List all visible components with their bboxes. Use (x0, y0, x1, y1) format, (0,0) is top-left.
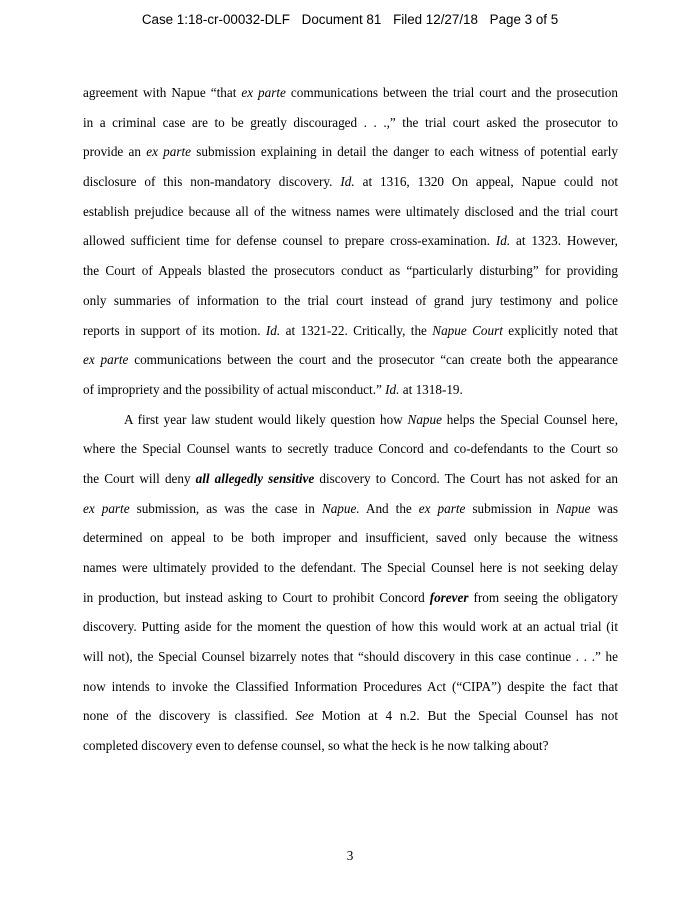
text-line (83, 256, 618, 286)
text-run: communications between the trial court and the prosecution (285, 85, 618, 100)
document-number: Document 81 (301, 12, 382, 27)
bold-italic-text: forever (429, 589, 469, 605)
text-line (83, 553, 618, 583)
text-line (83, 197, 618, 227)
text-line (83, 316, 618, 346)
text-run: explicitly noted that (502, 322, 618, 338)
text-run: reports in support of its motion. (83, 322, 266, 338)
text-line (83, 375, 618, 405)
text-run: at 1321-22. Critically, the (280, 322, 433, 338)
italic-text: See (295, 708, 314, 724)
text-run: in production, but instead asking to Court to prohibit Concord (83, 589, 430, 605)
text-run: provide an (83, 144, 147, 160)
paragraph-2 (83, 405, 618, 761)
text-run: disclosure of this non-mandatory discovery. (83, 174, 341, 190)
text-run: at 1318-19. (399, 381, 463, 397)
body-text (83, 78, 618, 761)
italic-text: ex parte (418, 500, 466, 516)
text-line (83, 523, 618, 553)
text-run: And the (359, 500, 419, 516)
text-run: from seeing the obligatory (468, 589, 618, 605)
text-line (83, 464, 618, 494)
italic-text: ex parte (146, 144, 192, 160)
court-filing-header (0, 12, 700, 27)
text-run: was (590, 500, 618, 516)
case-number: Case 1:18-cr-00032-DLF (141, 12, 290, 27)
text-run: discovery. Putting aside for the moment the question of how this would work at an actual trial (it (83, 619, 618, 635)
text-run: Motion at 4 n.2. But the Special Counsel has not (313, 708, 618, 724)
text-line (83, 672, 618, 702)
text-run: the Court of Appeals blasted the prosecutors conduct as “particularly disturbing” for providing (83, 263, 618, 279)
text-line (83, 108, 618, 138)
text-line (83, 137, 618, 167)
text-line (83, 405, 618, 435)
text-run: completed discovery even to defense counsel, so what the heck is he now talking about? (83, 738, 549, 754)
text-line (83, 494, 618, 524)
text-run: at 1323. However, (510, 233, 618, 249)
text-run: A first year law student would likely question how (124, 411, 408, 427)
text-line (83, 642, 618, 672)
text-line (83, 731, 618, 761)
text-run: only summaries of information to the trial court instead of grand jury testimony and police (83, 292, 618, 308)
text-run: submission, as was the case in (129, 500, 322, 516)
text-line (83, 434, 618, 464)
paragraph-1 (83, 78, 618, 405)
italic-text: ex parte (241, 85, 286, 100)
text-run: now intends to invoke the Classified Information Procedures Act (“CIPA”) despite the fact that (83, 678, 618, 694)
text-line (83, 701, 618, 731)
text-line (83, 78, 618, 108)
text-run: helps the Special Counsel here, (441, 411, 619, 427)
text-run: discovery to Concord. The Court has not asked for an (314, 470, 618, 486)
italic-text: ex parte (83, 500, 130, 516)
italic-text: Id. (495, 233, 511, 249)
text-line (83, 226, 618, 256)
bold-italic-text: all allegedly sensitive (195, 470, 315, 486)
text-line (83, 286, 618, 316)
text-run: communications between the court and the prosecutor “can create both the appearance (128, 352, 619, 368)
italic-text: Napue (407, 411, 442, 427)
italic-text: Napue (556, 500, 591, 516)
text-run: will not), the Special Counsel bizarrely notes that “should discovery in this case continue . . .” he (83, 649, 618, 665)
text-run: of impropriety and the possibility of actual misconduct.” (83, 381, 386, 397)
italic-text: Id. (340, 174, 355, 190)
text-run: determined on appeal to be both improper and insufficient, saved only because the witness (83, 530, 618, 546)
text-run: establish prejudice because all of the witness names were ultimately disclosed and the trial court (83, 203, 618, 219)
text-run: submission in (465, 500, 557, 516)
page-indicator: Page 3 of 5 (489, 12, 559, 27)
italic-text: Id. (385, 381, 400, 397)
text-run: allowed sufficient time for defense counsel to prepare cross-examination. (83, 233, 496, 249)
text-run: where the Special Counsel wants to secretly traduce Concord and co-defendants to the Court so (83, 441, 618, 457)
italic-text: Napue Court (432, 322, 503, 338)
text-run: at 1316, 1320 On appeal, Napue could not (354, 174, 618, 190)
text-run: names were ultimately provided to the defendant. The Special Counsel here is not seeking delay (83, 560, 618, 575)
italic-text: ex parte (83, 352, 129, 368)
page-number: 3 (346, 848, 354, 863)
text-line (83, 612, 618, 642)
text-run: submission explaining in detail the danger to each witness of potential early (191, 144, 619, 160)
text-run: agreement with Napue “that (83, 85, 242, 100)
text-line (83, 167, 618, 197)
italic-text: Id. (265, 322, 281, 338)
text-run: in a criminal case are to be greatly discouraged . . .,” the trial court asked the prosecutor to (83, 114, 618, 130)
text-line (83, 583, 618, 613)
text-line (83, 345, 618, 375)
filed-date: Filed 12/27/18 (393, 12, 478, 27)
text-run: none of the discovery is classified. (83, 708, 296, 724)
italic-text: Napue. (321, 500, 360, 516)
text-run: the Court will deny (83, 470, 196, 486)
